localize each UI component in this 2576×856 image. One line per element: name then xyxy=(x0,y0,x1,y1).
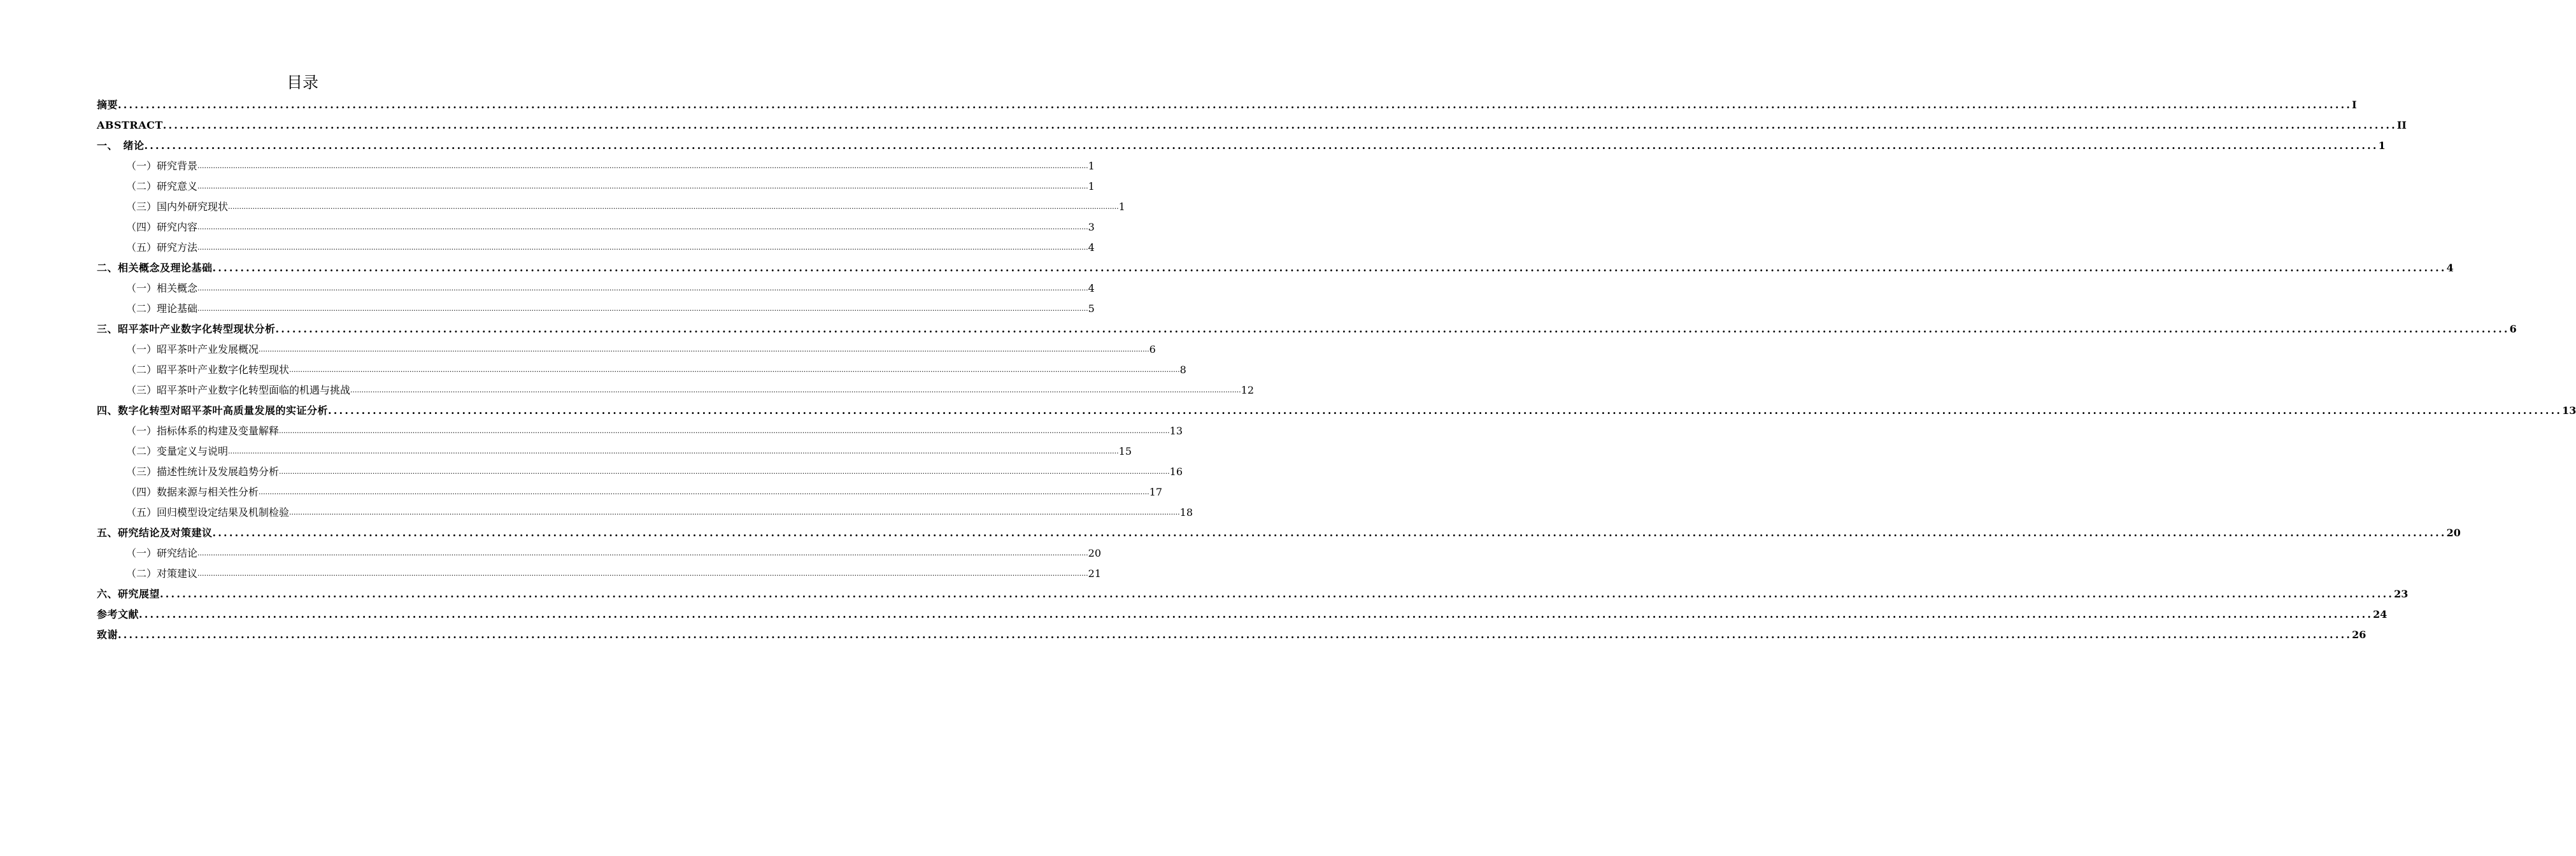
toc-dot-leader: ................................................................................................................................................................................................................................................................................................................................................................................................................ xyxy=(118,629,2352,641)
toc-page-number: 21 xyxy=(1088,567,1102,580)
toc-page-number: 17 xyxy=(1149,486,1163,498)
toc-page-number: II xyxy=(2396,119,2407,131)
toc-entry-label: （二）对策建议 xyxy=(126,567,198,580)
toc-dot-leader: ................................................................................................................................................................................................................................................................................................................................................................................................................ xyxy=(259,345,1149,353)
toc-entry-label: （二）昭平茶叶产业数字化转型现状 xyxy=(126,364,290,376)
toc-dot-leader: ................................................................................................................................................................................................................................................................................................................................................................................................................ xyxy=(160,588,2395,600)
toc-page-number: 20 xyxy=(1088,547,1102,559)
toc-dot-leader: ................................................................................................................................................................................................................................................................................................................................................................................................................ xyxy=(144,139,2379,152)
toc-dot-leader: ................................................................................................................................................................................................................................................................................................................................................................................................................ xyxy=(197,569,1088,578)
toc-dot-leader: ................................................................................................................................................................................................................................................................................................................................................................................................................ xyxy=(197,182,1088,190)
toc-entry-section[interactable] xyxy=(97,276,1095,297)
toc-page-number: 1 xyxy=(1118,201,1125,213)
toc-dot-leader: ................................................................................................................................................................................................................................................................................................................................................................................................................ xyxy=(197,162,1088,170)
toc-dot-leader: ................................................................................................................................................................................................................................................................................................................................................................................................................ xyxy=(197,243,1088,252)
toc-page-number: 1 xyxy=(1088,160,1095,172)
toc-entry-label: 一、 绪论 xyxy=(97,139,145,152)
toc-entry-label: （一）昭平茶叶产业发展概况 xyxy=(126,343,259,355)
toc-entry-label: （四）数据来源与相关性分析 xyxy=(126,486,259,498)
toc-entry-label: （二）研究意义 xyxy=(126,180,198,192)
toc-entry-section[interactable] xyxy=(97,297,1095,317)
toc-entry-section[interactable] xyxy=(97,358,1186,378)
toc-page-number: 26 xyxy=(2352,629,2366,641)
toc-page-number: 4 xyxy=(1088,282,1095,294)
toc-dot-leader: ................................................................................................................................................................................................................................................................................................................................................................................................................ xyxy=(197,549,1088,557)
toc-entry-label: （四）研究内容 xyxy=(126,221,198,233)
toc-dot-leader: ................................................................................................................................................................................................................................................................................................................................................................................................................ xyxy=(289,366,1180,374)
toc-page-number: 4 xyxy=(2446,262,2454,274)
toc-entry-label: （二）变量定义与说明 xyxy=(126,445,229,457)
toc-page-number: 6 xyxy=(1149,343,1156,355)
toc-page-number: 6 xyxy=(2509,323,2517,335)
toc-entry-section[interactable] xyxy=(97,338,1156,358)
toc-page-number: 5 xyxy=(1088,303,1095,315)
toc-dot-leader: ................................................................................................................................................................................................................................................................................................................................................................................................................ xyxy=(279,467,1170,476)
toc-entry-label: （一）指标体系的构建及变量解释 xyxy=(126,425,280,437)
toc-entry-chapter[interactable] xyxy=(97,134,2386,154)
toc-entry-section[interactable] xyxy=(97,175,1095,195)
toc-entry-section[interactable] xyxy=(97,439,1132,460)
toc-dot-leader: ................................................................................................................................................................................................................................................................................................................................................................................................................ xyxy=(162,119,2397,131)
toc-entry-section[interactable] xyxy=(97,215,1095,236)
toc-entry-chapter[interactable] xyxy=(97,113,2407,134)
toc-entry-section[interactable] xyxy=(97,154,1095,175)
toc-dot-leader: ................................................................................................................................................................................................................................................................................................................................................................................................................ xyxy=(228,203,1119,211)
toc-entry-chapter[interactable] xyxy=(97,317,2517,338)
toc-dot-leader: ................................................................................................................................................................................................................................................................................................................................................................................................................ xyxy=(350,386,1241,394)
toc-dot-leader: ................................................................................................................................................................................................................................................................................................................................................................................................................ xyxy=(197,284,1088,292)
toc-page-number: 16 xyxy=(1169,466,1183,478)
toc-entry-section[interactable] xyxy=(97,562,1102,582)
toc-entry-label: 五、研究结论及对策建议 xyxy=(97,527,213,539)
toc-list xyxy=(97,93,2576,643)
toc-entry-section[interactable] xyxy=(97,236,1095,256)
toc-page-number: 20 xyxy=(2446,527,2461,539)
toc-entry-label: ABSTRACT xyxy=(97,119,163,131)
toc-dot-leader: ................................................................................................................................................................................................................................................................................................................................................................................................................ xyxy=(212,527,2447,539)
toc-page-number: 12 xyxy=(1241,384,1255,396)
toc-entry-label: 二、相关概念及理论基础 xyxy=(97,262,213,274)
toc-page-number: 3 xyxy=(1088,221,1095,233)
toc-dot-leader: ................................................................................................................................................................................................................................................................................................................................................................................................................ xyxy=(139,608,2373,620)
toc-page-number: 1 xyxy=(2378,139,2386,152)
toc-dot-leader: ................................................................................................................................................................................................................................................................................................................................................................................................................ xyxy=(279,427,1170,435)
toc-entry-label: （三）描述性统计及发展趋势分析 xyxy=(126,466,280,478)
toc-dot-leader: ................................................................................................................................................................................................................................................................................................................................................................................................................ xyxy=(197,223,1088,231)
toc-page-number: 13 xyxy=(2562,404,2576,417)
toc-entry-label: 四、数字化转型对昭平茶叶高质量发展的实证分析 xyxy=(97,404,329,417)
toc-entry-section[interactable] xyxy=(97,195,1125,215)
toc-entry-label: （一）相关概念 xyxy=(126,282,198,294)
toc-entry-chapter[interactable] xyxy=(97,582,2409,603)
toc-entry-label: （一）研究背景 xyxy=(126,160,198,172)
toc-page-number: 23 xyxy=(2394,588,2409,600)
toc-entry-label: （一）研究结论 xyxy=(126,547,198,559)
toc-dot-leader: ................................................................................................................................................................................................................................................................................................................................................................................................................ xyxy=(259,488,1149,496)
toc-title: 目录 xyxy=(286,73,318,92)
toc-entry-label: （五）研究方法 xyxy=(126,241,198,253)
toc-dot-leader: ................................................................................................................................................................................................................................................................................................................................................................................................................ xyxy=(212,262,2447,274)
toc-entry-section[interactable] xyxy=(97,460,1183,480)
toc-entry-label: （二）理论基础 xyxy=(126,303,198,315)
toc-entry-label: 六、研究展望 xyxy=(97,588,160,600)
toc-page-number: 24 xyxy=(2373,608,2387,620)
toc-dot-leader: ................................................................................................................................................................................................................................................................................................................................................................................................................ xyxy=(275,323,2510,335)
toc-dot-leader: ................................................................................................................................................................................................................................................................................................................................................................................................................ xyxy=(228,447,1119,455)
toc-entry-chapter[interactable] xyxy=(97,93,2357,113)
toc-entry-label: 摘要 xyxy=(97,99,118,111)
toc-entry-label: （三）国内外研究现状 xyxy=(126,201,229,213)
toc-entry-chapter[interactable] xyxy=(97,399,2576,419)
toc-entry-chapter[interactable] xyxy=(97,623,2366,643)
toc-entry-chapter[interactable] xyxy=(97,521,2461,541)
toc-entry-label: （三）昭平茶叶产业数字化转型面临的机遇与挑战 xyxy=(126,384,351,396)
toc-dot-leader: ................................................................................................................................................................................................................................................................................................................................................................................................................ xyxy=(289,508,1180,517)
toc-page-number: 8 xyxy=(1179,364,1186,376)
toc-entry-chapter[interactable] xyxy=(97,603,2387,623)
toc-dot-leader: ................................................................................................................................................................................................................................................................................................................................................................................................................ xyxy=(328,404,2563,417)
toc-entry-section[interactable] xyxy=(97,541,1102,562)
toc-page-number: 15 xyxy=(1118,445,1132,457)
toc-entry-label: 参考文献 xyxy=(97,608,139,620)
toc-entry-chapter[interactable] xyxy=(97,256,2454,276)
toc-dot-leader: ................................................................................................................................................................................................................................................................................................................................................................................................................ xyxy=(197,304,1088,313)
toc-page-number: 13 xyxy=(1169,425,1183,437)
toc-dot-leader: ................................................................................................................................................................................................................................................................................................................................................................................................................ xyxy=(118,99,2352,111)
toc-page-number: 4 xyxy=(1088,241,1095,253)
toc-entry-section[interactable] xyxy=(97,378,1255,399)
toc-page-number: 1 xyxy=(1088,180,1095,192)
toc-page-number: 18 xyxy=(1179,506,1193,518)
toc-entry-section[interactable] xyxy=(97,419,1183,439)
toc-entry-label: （五）回归模型设定结果及机制检验 xyxy=(126,506,290,518)
toc-entry-label: 致谢 xyxy=(97,629,118,641)
toc-entry-section[interactable] xyxy=(97,480,1163,501)
toc-entry-section[interactable] xyxy=(97,501,1193,521)
toc-entry-label: 三、昭平茶叶产业数字化转型现状分析 xyxy=(97,323,276,335)
toc-page-number: I xyxy=(2352,99,2357,111)
